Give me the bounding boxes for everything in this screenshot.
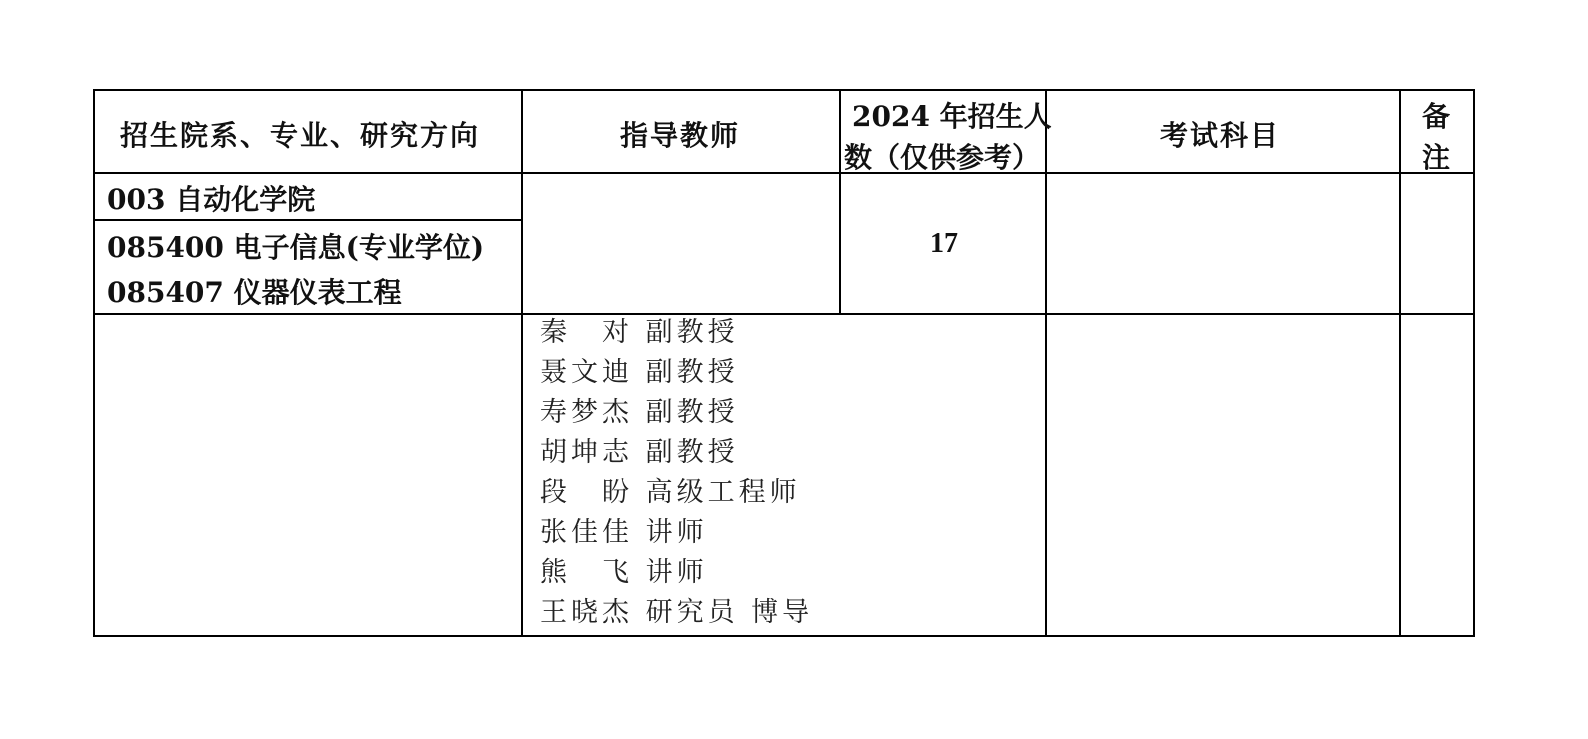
research-direction: 085407 仪器仪表工程 [107,276,402,309]
header-supervisor: 指导教师 [620,119,741,152]
program-bottom-rule [93,313,1475,315]
supervisor-item: 段 盼 高级工程师 [540,477,801,508]
header-enrollment-line2: 数（仅供参考） [844,141,1041,174]
header-remarks-line2: 注 [1422,141,1453,174]
supervisor-item: 寿梦杰 副教授 [540,397,739,428]
header-bottom-rule [93,172,1475,174]
supervisor-item: 王晓杰 研究员 博导 [540,597,814,628]
supervisor-item: 熊 飞 讲师 [540,557,708,588]
header-enrollment-line1: 2024 年招生人 [852,100,1052,133]
major-name: 085400 电子信息(专业学位) [107,231,485,264]
program-divider-rule [93,219,522,221]
header-exam-subjects: 考试科目 [1160,119,1281,152]
supervisor-item: 聂文迪 副教授 [540,357,739,388]
header-remarks-line1: 备 [1422,100,1453,133]
supervisor-item: 胡坤志 副教授 [540,437,739,468]
supervisor-item: 张佳佳 讲师 [540,517,708,548]
col-divider-1 [521,89,523,637]
col-divider-3 [1045,89,1047,637]
header-dept-major-direction: 招生院系、专业、研究方向 [120,119,481,152]
supervisor-item: 秦 对 副教授 [540,317,739,348]
col-divider-2 [839,89,841,315]
school-name: 003 自动化学院 [107,183,316,216]
supervisor-list [540,316,813,636]
col-divider-4 [1399,89,1401,637]
enrollment-count: 17 [930,228,958,259]
